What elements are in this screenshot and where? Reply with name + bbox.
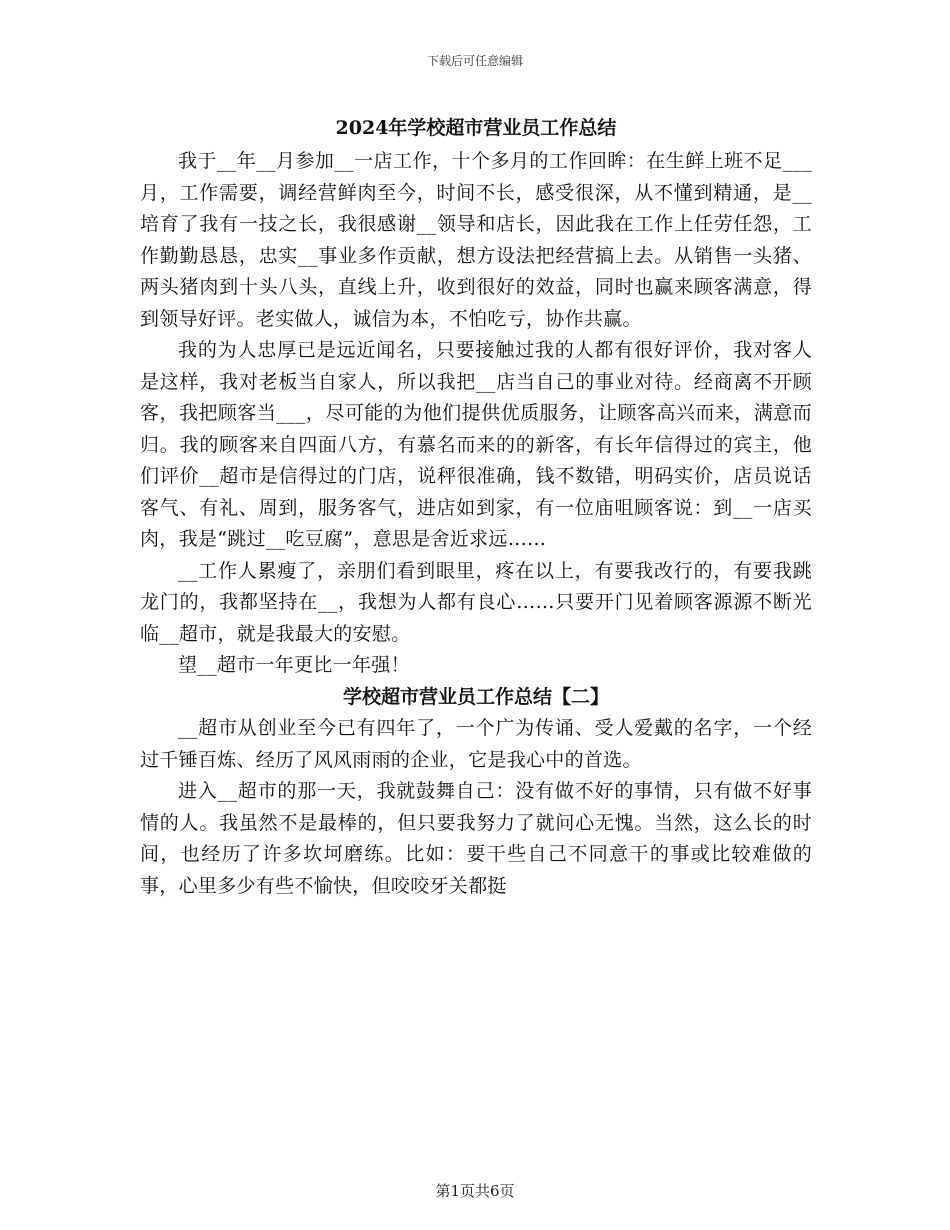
document-body <box>140 110 812 902</box>
paragraph: 我于__年__月参加__一店工作，十个多月的工作回眸：在生鲜上班不足___月，工作需要，调经营鲜肉至今，时间不长，感受很深，从不懂到精通，是__培育了我有一技之长，我很感谢__领导和店长，因此我在工作上任劳任怨，工作勤勤恳恳，忠实__事业多作贡献，想方设法把经营搞上去。从销售一头猪、两头猪肉到十头八头，直线上升，收到很好的效益，同时也赢来顾客满意，得到领导好评。老实做人，诚信为本，不怕吃亏，协作共赢。 <box>140 150 812 330</box>
paragraph: __工作人累瘦了，亲朋们看到眼里，疼在以上，有要我改行的，有要我跳龙门的，我都坚持在__，我想为人都有良心……只要开门见着顾客源源不断光临__超市，就是我最大的安慰。 <box>140 559 812 645</box>
paragraph: 我的为人忠厚已是远近闻名，只要接触过我的人都有很好评价，我对客人是这样，我对老板当自家人，所以我把__店当自己的事业对待。经商离不开顾客，我把顾客当___，尽可能的为他们提供优质服务，让顾客高兴而来，满意而归。我的顾客来自四面八方，有慕名而来的的新客，有长年信得过的宾主，他们评价__超市是信得过的门店，说秤很准确，钱不数错，明码实价，店员说话客气、有礼、周到，服务客气，进店如到家，有一位庙咀顾客说：到__一店买肉，我是“跳过__吃豆腐”，意思是舍近求远…… <box>140 339 812 550</box>
paragraph: __超市从创业至今已有四年了，一个广为传诵、受人爱戴的名字，一个经过千锤百炼、经历了风风雨雨的企业，它是我心中的首选。 <box>140 717 812 771</box>
paragraph: 进入__超市的那一天，我就鼓舞自己：没有做不好的事情，只有做不好事情的人。我虽然不是最棒的，但只要我努力了就问心无愧。当然，这么长的时间，也经历了许多坎坷磨练。比如：要干些自己不同意干的事或比较难做的事，心里多少有些不愉快，但咬咬牙关都挺 <box>140 780 812 897</box>
page-header-note: 下载后可任意编辑 <box>426 54 523 68</box>
page-number: 第1页共6页 <box>435 1182 515 1200</box>
paragraph: 望__超市一年更比一年强！ <box>178 654 410 676</box>
section-title: 学校超市营业员工作总结【二】 <box>342 685 609 708</box>
document-title: 2024年学校超市营业员工作总结 <box>335 117 617 139</box>
